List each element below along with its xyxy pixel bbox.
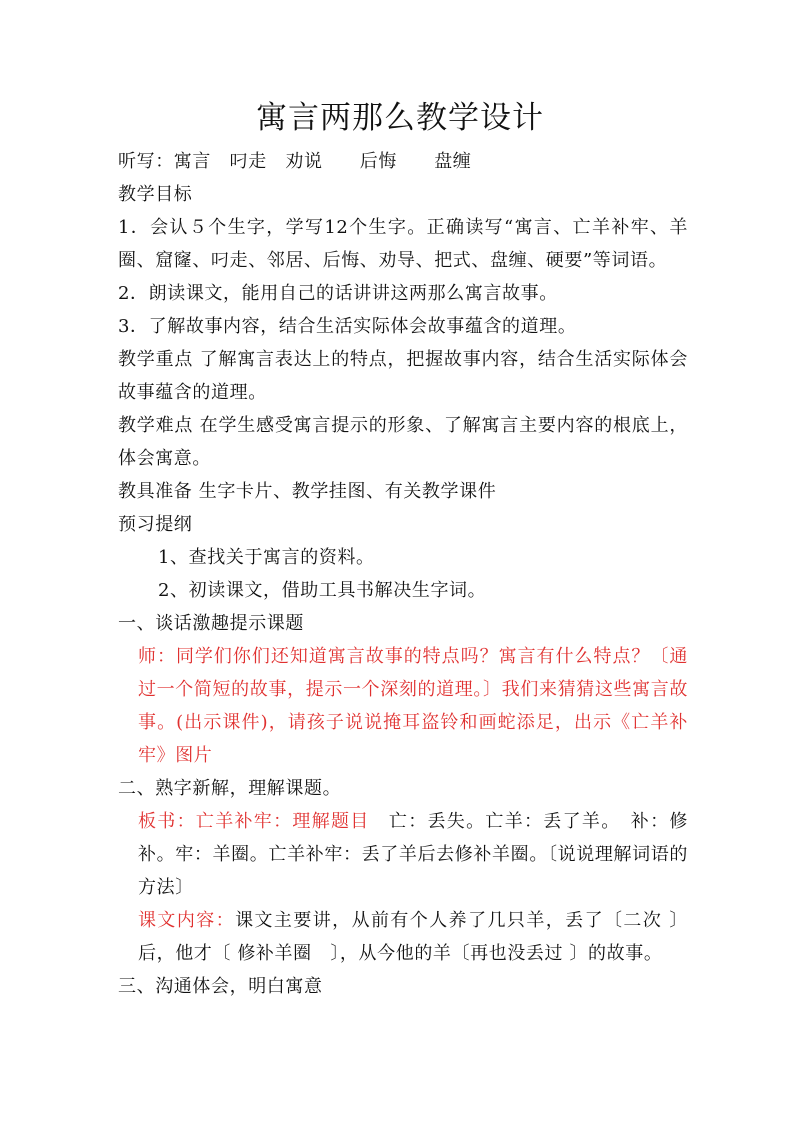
section-heading: 三、沟通体会，明白寓意 bbox=[118, 976, 323, 997]
board-label: 板书：亡羊补牢：理解题目 bbox=[138, 811, 370, 832]
preview-item: 2、初读课文，借助工具书解决生字词。 bbox=[158, 580, 487, 601]
materials: 教具准备 生字卡片、教学挂图、有关教学课件 bbox=[118, 481, 497, 502]
content-paragraph bbox=[118, 904, 688, 970]
section-heading: 二、熟字新解，理解课题。 bbox=[118, 778, 342, 799]
objective-item: 2．朗读课文，能用自己的话讲讲这两那么寓言故事。 bbox=[118, 283, 558, 304]
dictation-line: 听写：寓言 叼走 劝说 后悔 盘缠 bbox=[118, 151, 472, 172]
objective-item: 3．了解故事内容，结合生活实际体会故事蕴含的道理。 bbox=[118, 316, 577, 337]
board-text: 亡：丢失。亡羊：丢了羊。 补：修补。牢：羊圈。亡羊补牢：丢了羊后去修补羊圈。〔说说理解词语的方法〕 bbox=[138, 811, 689, 898]
section-heading: 一、谈话激趣提示课题 bbox=[118, 613, 304, 634]
difficulties: 教学难点 在学生感受寓言提示的形象、了解寓言主要内容的根底上，体会寓意。 bbox=[118, 415, 688, 469]
board-paragraph bbox=[118, 805, 688, 904]
objective-item: 1．会认５个生字，学写12个生字。正确读写“寓言、亡羊补牢、羊圈、窟窿、叼走、邻居、后悔、劝导、把式、盘缠、硬要”等词语。 bbox=[118, 217, 688, 271]
preview-heading: 预习提纲 bbox=[118, 514, 193, 535]
teacher-dialogue: 师：同学们你们还知道寓言故事的特点吗？寓言有什么特点？〔通过一个简短的故事，提示一个深刻的道理。〕我们来猜猜这些寓言故事。(出示课件)，请孩子说说掩耳盗铃和画蛇添足，出示《亡羊补牢》图片 bbox=[138, 646, 688, 766]
preview-item: 1、查找关于寓言的资料。 bbox=[158, 547, 375, 568]
document-title: 寓言两那么教学设计 bbox=[256, 100, 544, 136]
objectives-heading: 教学目标 bbox=[118, 184, 193, 205]
content-text: 课文主要讲，从前有个人养了几只羊，丢了〔二次 〕后，他才〔 修补羊圈 〕，从今他的羊〔再也没丢过 〕的故事。 bbox=[138, 910, 689, 964]
content-label: 课文内容： bbox=[138, 910, 236, 931]
key-points: 教学重点 了解寓言表达上的特点，把握故事内容，结合生活实际体会故事蕴含的道理。 bbox=[118, 349, 688, 403]
document-body bbox=[118, 145, 688, 1003]
